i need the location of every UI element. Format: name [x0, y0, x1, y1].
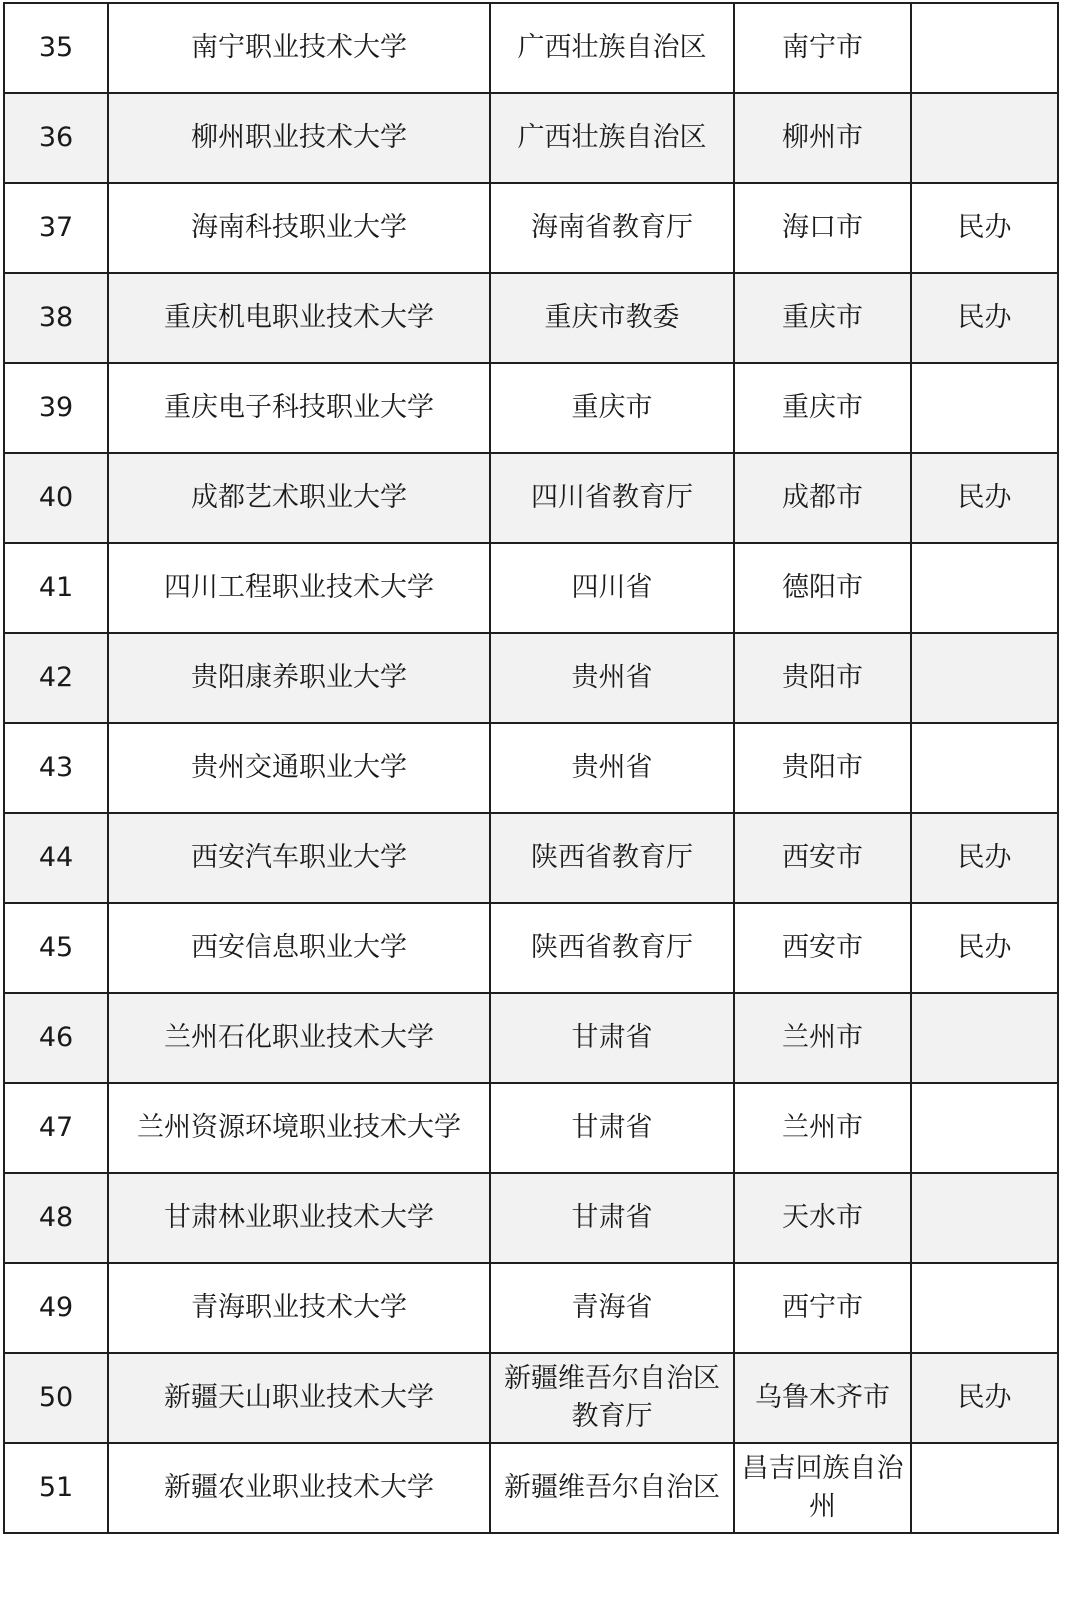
university-name: 青海职业技术大学	[108, 1263, 490, 1353]
city: 乌鲁木齐市	[734, 1353, 911, 1443]
row-number: 44	[4, 813, 108, 903]
table-row	[4, 1443, 1058, 1533]
authority: 四川省	[490, 543, 734, 633]
table-row	[4, 273, 1058, 363]
row-number: 45	[4, 903, 108, 993]
authority: 新疆维吾尔自治区	[490, 1443, 734, 1533]
university-name: 贵阳康养职业大学	[108, 633, 490, 723]
authority: 甘肃省	[490, 1173, 734, 1263]
university-name: 西安汽车职业大学	[108, 813, 490, 903]
city: 兰州市	[734, 993, 911, 1083]
note: 民办	[911, 903, 1058, 993]
table-row	[4, 723, 1058, 813]
university-name: 四川工程职业技术大学	[108, 543, 490, 633]
table-row	[4, 363, 1058, 453]
note	[911, 993, 1058, 1083]
note	[911, 1173, 1058, 1263]
table-row	[4, 183, 1058, 273]
table-row	[4, 93, 1058, 183]
table-row	[4, 1353, 1058, 1443]
note: 民办	[911, 1353, 1058, 1443]
row-number: 49	[4, 1263, 108, 1353]
note	[911, 1263, 1058, 1353]
note	[911, 1443, 1058, 1533]
city: 兰州市	[734, 1083, 911, 1173]
authority: 广西壮族自治区	[490, 93, 734, 183]
row-number: 46	[4, 993, 108, 1083]
authority: 甘肃省	[490, 1083, 734, 1173]
university-name: 柳州职业技术大学	[108, 93, 490, 183]
row-number: 48	[4, 1173, 108, 1263]
university-name: 兰州资源环境职业技术大学	[108, 1083, 490, 1173]
authority: 青海省	[490, 1263, 734, 1353]
university-name: 西安信息职业大学	[108, 903, 490, 993]
authority: 陕西省教育厅	[490, 903, 734, 993]
row-number: 40	[4, 453, 108, 543]
authority: 广西壮族自治区	[490, 3, 734, 93]
row-number: 47	[4, 1083, 108, 1173]
table-row	[4, 543, 1058, 633]
authority: 甘肃省	[490, 993, 734, 1083]
authority: 海南省教育厅	[490, 183, 734, 273]
university-name: 重庆机电职业技术大学	[108, 273, 490, 363]
city: 德阳市	[734, 543, 911, 633]
city: 昌吉回族自治州	[734, 1443, 911, 1533]
university-name: 甘肃林业职业技术大学	[108, 1173, 490, 1263]
note: 民办	[911, 813, 1058, 903]
row-number: 41	[4, 543, 108, 633]
row-number: 37	[4, 183, 108, 273]
university-name: 成都艺术职业大学	[108, 453, 490, 543]
table-row	[4, 993, 1058, 1083]
city: 西安市	[734, 903, 911, 993]
university-name: 新疆天山职业技术大学	[108, 1353, 490, 1443]
city: 成都市	[734, 453, 911, 543]
row-number: 39	[4, 363, 108, 453]
note	[911, 633, 1058, 723]
table-row	[4, 453, 1058, 543]
table-row	[4, 1263, 1058, 1353]
note: 民办	[911, 183, 1058, 273]
row-number: 36	[4, 93, 108, 183]
table-row	[4, 903, 1058, 993]
table-row	[4, 813, 1058, 903]
note: 民办	[911, 453, 1058, 543]
city: 重庆市	[734, 273, 911, 363]
authority: 新疆维吾尔自治区教育厅	[490, 1353, 734, 1443]
note	[911, 723, 1058, 813]
university-name: 海南科技职业大学	[108, 183, 490, 273]
row-number: 43	[4, 723, 108, 813]
authority: 重庆市教委	[490, 273, 734, 363]
row-number: 51	[4, 1443, 108, 1533]
table-row	[4, 633, 1058, 723]
university-name: 贵州交通职业大学	[108, 723, 490, 813]
authority: 四川省教育厅	[490, 453, 734, 543]
authority: 贵州省	[490, 723, 734, 813]
table-body	[4, 3, 1058, 1533]
table-row	[4, 1083, 1058, 1173]
note	[911, 93, 1058, 183]
row-number: 50	[4, 1353, 108, 1443]
table-row	[4, 1173, 1058, 1263]
city: 海口市	[734, 183, 911, 273]
city: 西宁市	[734, 1263, 911, 1353]
university-name: 新疆农业职业技术大学	[108, 1443, 490, 1533]
note	[911, 1083, 1058, 1173]
table-row	[4, 3, 1058, 93]
city: 贵阳市	[734, 723, 911, 813]
university-name: 南宁职业技术大学	[108, 3, 490, 93]
university-table	[3, 2, 1059, 1534]
row-number: 42	[4, 633, 108, 723]
note	[911, 3, 1058, 93]
row-number: 35	[4, 3, 108, 93]
city: 重庆市	[734, 363, 911, 453]
note: 民办	[911, 273, 1058, 363]
authority: 重庆市	[490, 363, 734, 453]
university-name: 重庆电子科技职业大学	[108, 363, 490, 453]
city: 南宁市	[734, 3, 911, 93]
note	[911, 543, 1058, 633]
university-name: 兰州石化职业技术大学	[108, 993, 490, 1083]
city: 西安市	[734, 813, 911, 903]
city: 贵阳市	[734, 633, 911, 723]
city: 天水市	[734, 1173, 911, 1263]
authority: 贵州省	[490, 633, 734, 723]
authority: 陕西省教育厅	[490, 813, 734, 903]
city: 柳州市	[734, 93, 911, 183]
note	[911, 363, 1058, 453]
row-number: 38	[4, 273, 108, 363]
